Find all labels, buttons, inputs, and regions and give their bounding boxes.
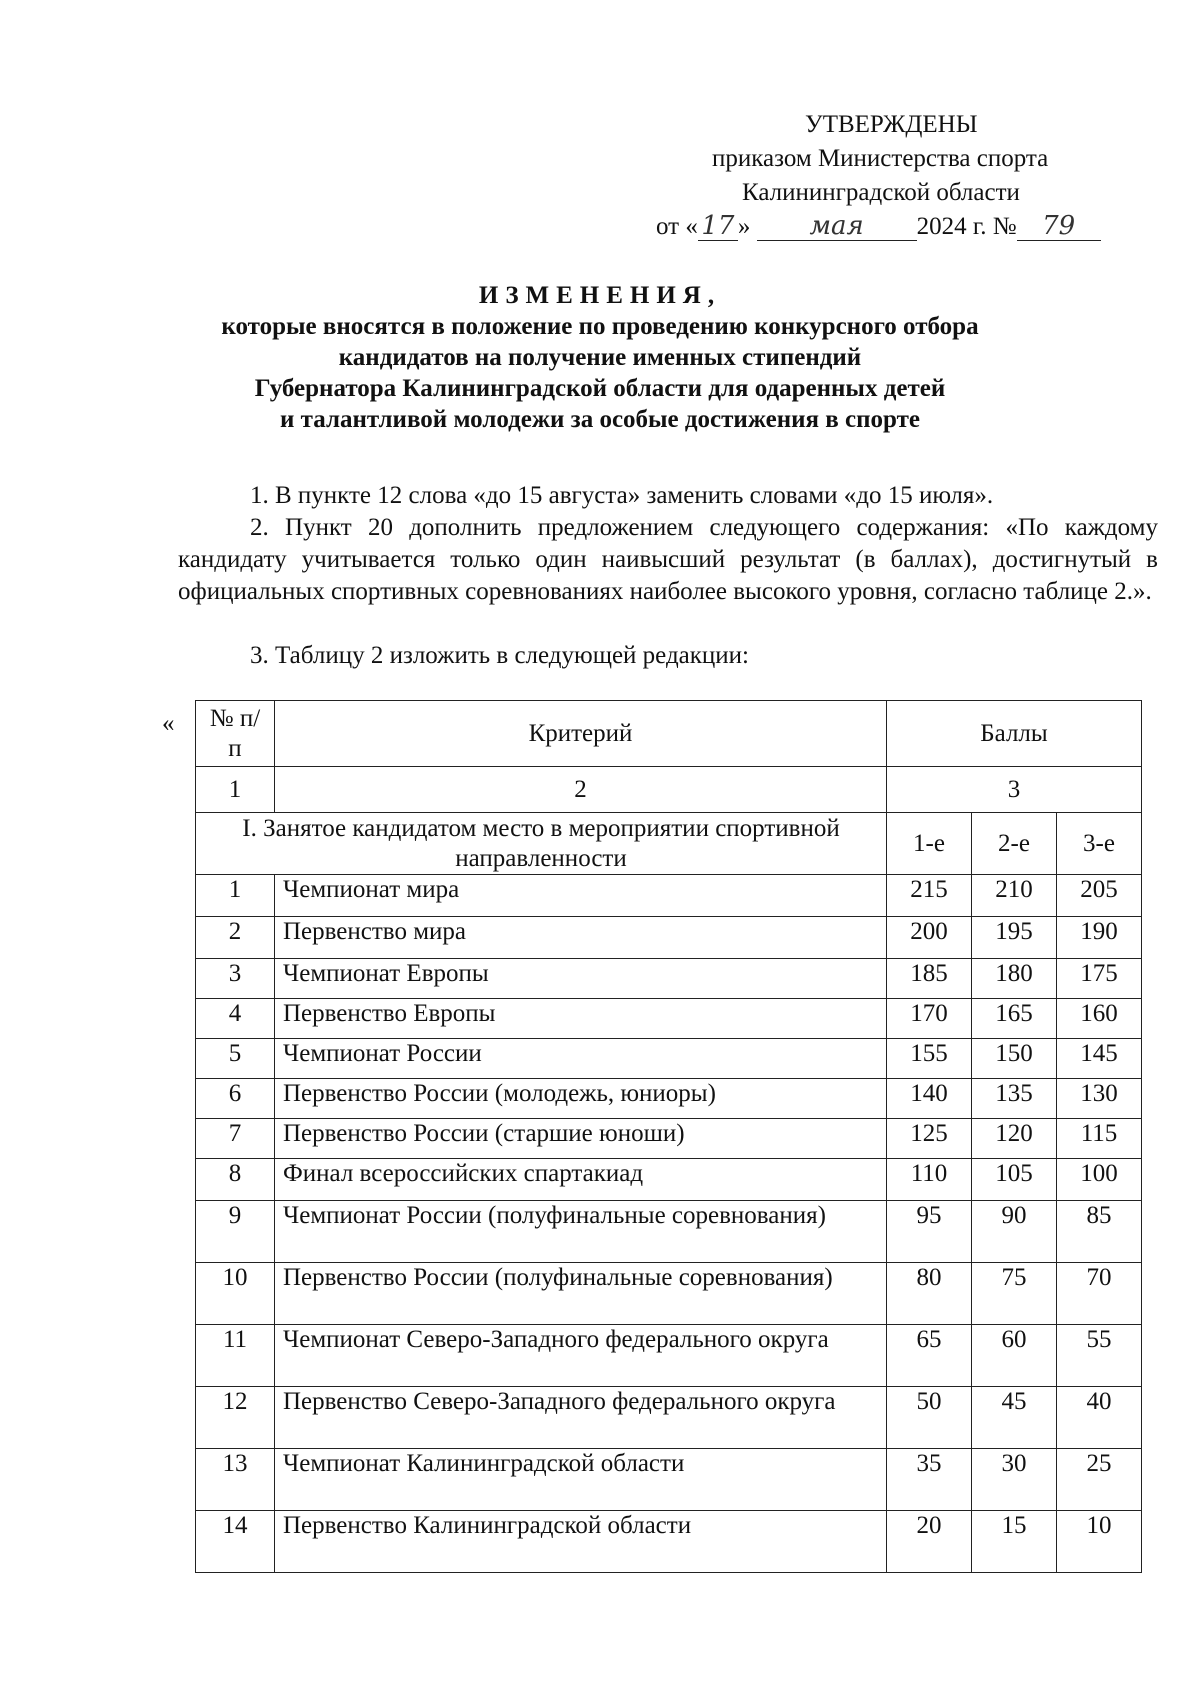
row-points-2nd: 60 <box>972 1325 1057 1387</box>
row-number: 14 <box>196 1511 275 1573</box>
approval-line-1: УТВЕРЖДЕНЫ <box>805 111 978 138</box>
index-2: 2 <box>275 767 887 813</box>
paragraph-1: 1. В пункте 12 слова «до 15 августа» заменить словами «до 15 июля». <box>250 482 994 509</box>
date-month: мая <box>757 212 917 241</box>
table-row <box>196 1263 1142 1325</box>
row-points-1st: 155 <box>887 1039 972 1079</box>
table-row <box>196 959 1142 999</box>
row-points-2nd: 105 <box>972 1159 1057 1201</box>
table-row <box>196 1201 1142 1263</box>
table-row <box>196 1159 1142 1201</box>
table-header-row <box>196 701 1142 767</box>
doc-heading: ИЗМЕНЕНИЯ, <box>478 282 722 309</box>
row-points-2nd: 90 <box>972 1201 1057 1263</box>
order-number: 79 <box>1017 212 1101 241</box>
row-number: 3 <box>196 959 275 999</box>
row-points-3rd: 25 <box>1057 1449 1142 1511</box>
row-points-2nd: 45 <box>972 1387 1057 1449</box>
row-criterion: Чемпионат России (полуфинальные соревнования) <box>275 1201 887 1263</box>
doc-title-line-2: кандидатов на получение именных стипендий <box>338 344 862 371</box>
row-points-1st: 200 <box>887 917 972 959</box>
index-3: 3 <box>887 767 1142 813</box>
row-number: 5 <box>196 1039 275 1079</box>
row-points-3rd: 190 <box>1057 917 1142 959</box>
row-criterion: Чемпионат Северо-Западного федерального округа <box>275 1325 887 1387</box>
approval-line-2: приказом Министерства спорта <box>712 145 1049 172</box>
row-criterion: Первенство Европы <box>275 999 887 1039</box>
row-criterion: Первенство мира <box>275 917 887 959</box>
doc-title-line-4: и талантливой молодежи за особые достижения в спорте <box>279 406 921 433</box>
index-1: 1 <box>196 767 275 813</box>
row-points-2nd: 15 <box>972 1511 1057 1573</box>
table-row <box>196 1119 1142 1159</box>
date-year: 2024 г. № <box>916 213 1017 240</box>
row-points-1st: 140 <box>887 1079 972 1119</box>
row-points-3rd: 85 <box>1057 1201 1142 1263</box>
row-points-2nd: 135 <box>972 1079 1057 1119</box>
table-index-row <box>196 767 1142 813</box>
place-1-label: 1-е <box>887 813 972 875</box>
row-points-1st: 215 <box>887 875 972 917</box>
approval-date-line <box>656 210 1101 244</box>
row-points-3rd: 100 <box>1057 1159 1142 1201</box>
row-points-2nd: 210 <box>972 875 1057 917</box>
row-points-1st: 185 <box>887 959 972 999</box>
row-points-1st: 50 <box>887 1387 972 1449</box>
date-prefix: от « <box>656 213 698 240</box>
row-points-3rd: 115 <box>1057 1119 1142 1159</box>
row-number: 6 <box>196 1079 275 1119</box>
date-mid: » <box>737 213 751 240</box>
row-number: 1 <box>196 875 275 917</box>
row-points-3rd: 145 <box>1057 1039 1142 1079</box>
row-number: 4 <box>196 999 275 1039</box>
row-points-3rd: 130 <box>1057 1079 1142 1119</box>
row-criterion: Первенство России (старшие юноши) <box>275 1119 887 1159</box>
row-points-1st: 35 <box>887 1449 972 1511</box>
table-row <box>196 1325 1142 1387</box>
row-points-1st: 80 <box>887 1263 972 1325</box>
row-number: 2 <box>196 917 275 959</box>
table-row <box>196 917 1142 959</box>
row-number: 10 <box>196 1263 275 1325</box>
row-points-2nd: 195 <box>972 917 1057 959</box>
row-number: 8 <box>196 1159 275 1201</box>
table-row <box>196 1039 1142 1079</box>
row-number: 11 <box>196 1325 275 1387</box>
table-row <box>196 1387 1142 1449</box>
row-points-1st: 170 <box>887 999 972 1039</box>
row-points-2nd: 150 <box>972 1039 1057 1079</box>
row-points-3rd: 70 <box>1057 1263 1142 1325</box>
table-row <box>196 1449 1142 1511</box>
table-row <box>196 1511 1142 1573</box>
row-criterion: Первенство Калининградской области <box>275 1511 887 1573</box>
row-points-2nd: 165 <box>972 999 1057 1039</box>
row-number: 12 <box>196 1387 275 1449</box>
row-points-2nd: 30 <box>972 1449 1057 1511</box>
place-3-label: 3-е <box>1057 813 1142 875</box>
table-row <box>196 875 1142 917</box>
paragraph-2: 2. Пункт 20 дополнить предложением следующего содержания: «По каждому кандидату учитывается только один наивысший результат (в баллах), достигнутый в официальных спортивных соревнованиях наиболее высокого уровня, согласно таблице 2.». <box>178 514 1158 605</box>
row-points-3rd: 10 <box>1057 1511 1142 1573</box>
row-points-3rd: 40 <box>1057 1387 1142 1449</box>
row-criterion: Первенство Северо-Западного федерального округа <box>275 1387 887 1449</box>
paragraph-3: 3. Таблицу 2 изложить в следующей редакции: <box>250 642 749 669</box>
row-criterion: Финал всероссийских спартакиад <box>275 1159 887 1201</box>
row-criterion: Первенство России (молодежь, юниоры) <box>275 1079 887 1119</box>
row-points-3rd: 160 <box>1057 999 1142 1039</box>
row-criterion: Чемпионат мира <box>275 875 887 917</box>
row-points-2nd: 180 <box>972 959 1057 999</box>
table-section-row <box>196 813 1142 875</box>
criteria-table <box>195 700 1142 1573</box>
doc-title-line-3: Губернатора Калининградской области для одаренных детей <box>254 375 946 402</box>
header-criterion: Критерий <box>275 701 887 767</box>
header-num: № п/п <box>196 701 275 767</box>
row-points-1st: 125 <box>887 1119 972 1159</box>
row-criterion: Чемпионат России <box>275 1039 887 1079</box>
row-number: 13 <box>196 1449 275 1511</box>
row-points-1st: 20 <box>887 1511 972 1573</box>
row-points-1st: 95 <box>887 1201 972 1263</box>
row-points-3rd: 175 <box>1057 959 1142 999</box>
row-points-2nd: 120 <box>972 1119 1057 1159</box>
table-row <box>196 1079 1142 1119</box>
row-points-3rd: 205 <box>1057 875 1142 917</box>
row-criterion: Чемпионат Европы <box>275 959 887 999</box>
row-points-3rd: 55 <box>1057 1325 1142 1387</box>
opening-quote: « <box>162 710 175 737</box>
table-row <box>196 999 1142 1039</box>
row-points-1st: 110 <box>887 1159 972 1201</box>
row-points-1st: 65 <box>887 1325 972 1387</box>
place-2-label: 2-е <box>972 813 1057 875</box>
doc-title-line-1: которые вносятся в положение по проведению конкурсного отбора <box>221 313 979 340</box>
header-points: Баллы <box>887 701 1142 767</box>
row-number: 9 <box>196 1201 275 1263</box>
approval-line-3: Калининградской области <box>742 179 1020 206</box>
section-label: I. Занятое кандидатом место в мероприятии спортивной направленности <box>196 813 887 875</box>
row-criterion: Чемпионат Калининградской области <box>275 1449 887 1511</box>
row-criterion: Первенство России (полуфинальные соревнования) <box>275 1263 887 1325</box>
date-day: 17 <box>698 212 738 241</box>
row-number: 7 <box>196 1119 275 1159</box>
row-points-2nd: 75 <box>972 1263 1057 1325</box>
